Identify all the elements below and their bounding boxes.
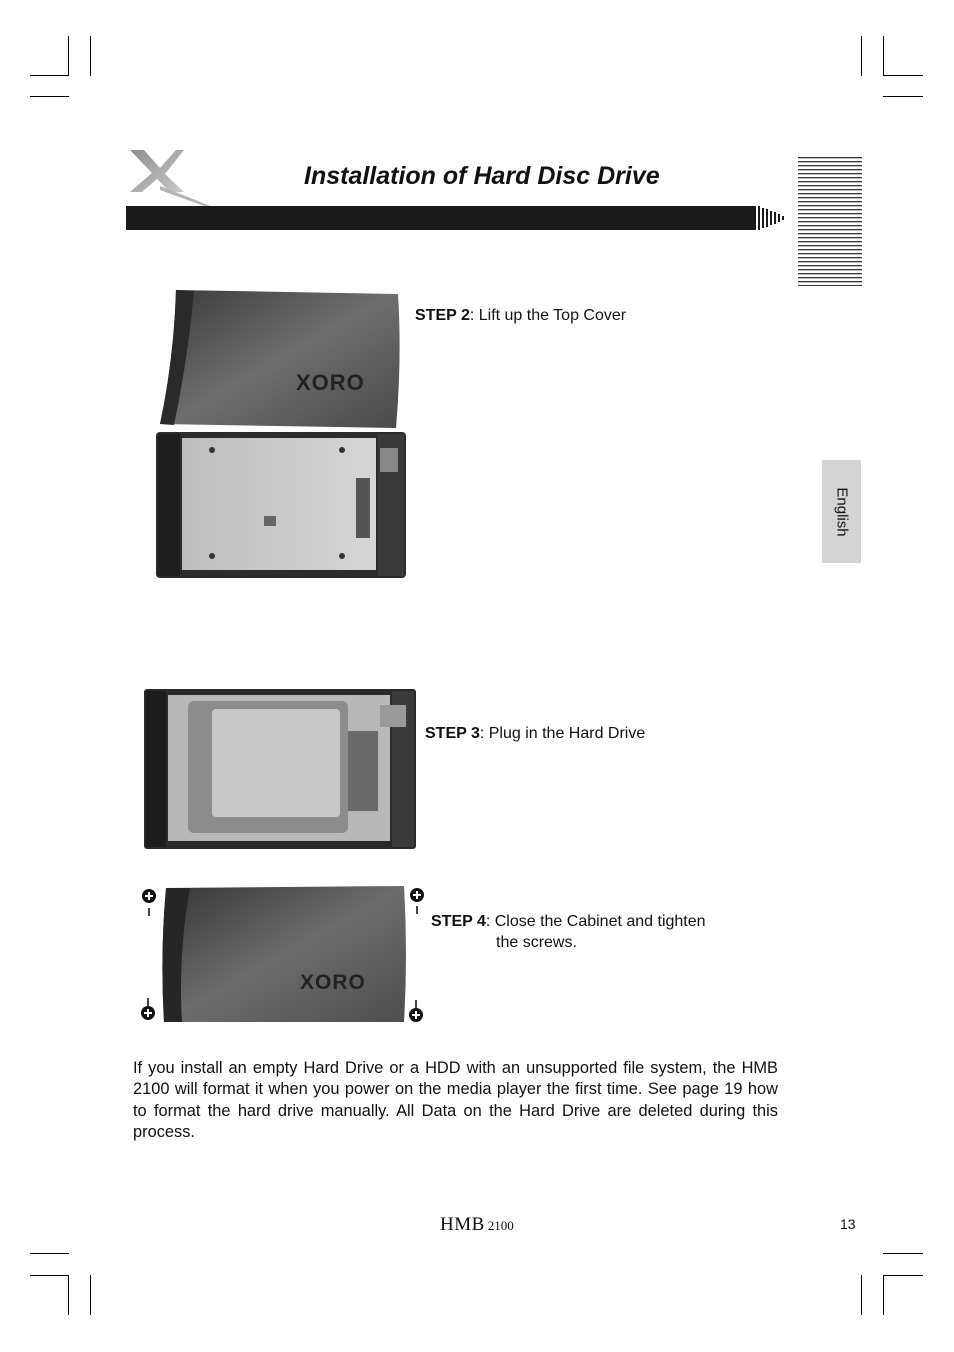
header-bar bbox=[126, 206, 756, 230]
format-note-paragraph: If you install an empty Hard Drive or a HDD with an unsupported file system, the HMB 2100 will format it when you power on the media player the first time. See page 19 how to format the hard drive manually. All Data on the Hard Drive are deleted during this process. bbox=[133, 1059, 778, 1141]
step-4-description: : Close the Cabinet and tighten bbox=[485, 913, 706, 930]
step-2-text bbox=[415, 307, 626, 325]
closed-cabinet-screws-photo-icon bbox=[138, 884, 430, 1026]
xoro-x-logo-icon bbox=[124, 146, 214, 208]
enclosure-open-cover-photo-icon bbox=[154, 288, 410, 580]
step-4-number: STEP 4 bbox=[431, 913, 486, 930]
hard-drive-inserted-photo-icon bbox=[142, 687, 418, 851]
decorative-stripes bbox=[798, 156, 862, 286]
step-4-description-line2: the screws. bbox=[496, 934, 577, 951]
footer-model bbox=[440, 1214, 514, 1236]
device-brand-label-closed: XORO bbox=[300, 971, 366, 994]
footer-model-name: HMB bbox=[440, 1214, 485, 1235]
step-2-number: STEP 2 bbox=[415, 307, 470, 324]
page-number: 13 bbox=[840, 1216, 856, 1232]
step-2-description: : Lift up the Top Cover bbox=[469, 307, 627, 324]
step-3-description: : Plug in the Hard Drive bbox=[479, 725, 646, 742]
device-brand-label: XORO bbox=[296, 370, 365, 395]
page-title: Installation of Hard Disc Drive bbox=[304, 162, 660, 190]
step-3-number: STEP 3 bbox=[425, 725, 480, 742]
screw-icon bbox=[142, 889, 156, 916]
language-tab bbox=[822, 460, 861, 563]
step-4-text bbox=[431, 913, 706, 931]
step-3-text bbox=[425, 725, 645, 743]
header-bar-hatch bbox=[752, 206, 786, 230]
language-tab-label: English bbox=[833, 486, 850, 537]
footer-model-number: 2100 bbox=[487, 1218, 514, 1233]
